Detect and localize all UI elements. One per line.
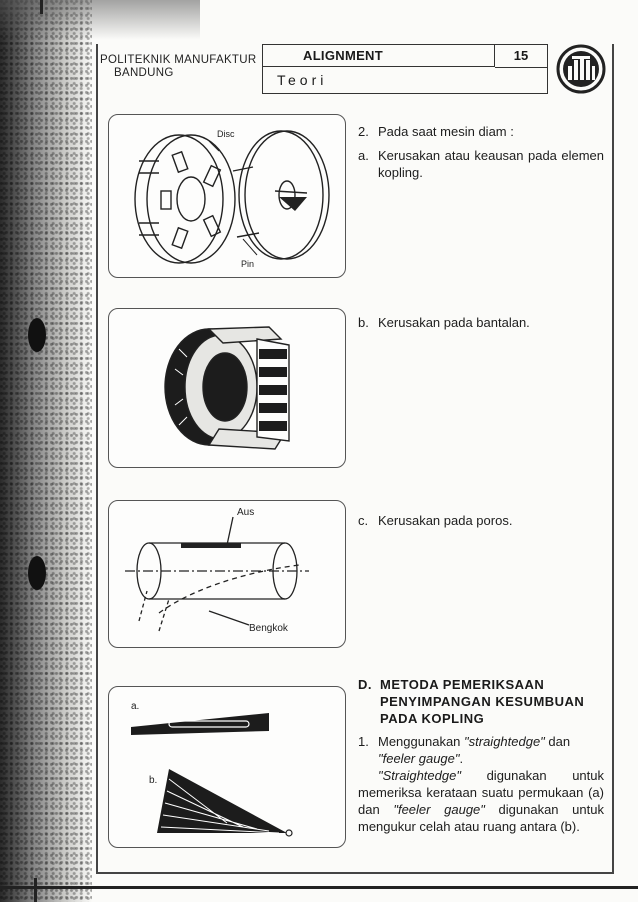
binder-hole-1 <box>28 318 46 352</box>
institution-name <box>100 54 260 80</box>
item-1-term-straightedge: "straightedge" <box>464 734 545 749</box>
scan-mark-top <box>40 0 43 14</box>
frame-right-border <box>612 44 614 874</box>
label-pin: Pin <box>241 259 255 269</box>
item-b <box>358 314 604 331</box>
para-text-1: digunakan untuk memeriksa kerataan suatu permukaan (a) dan <box>358 768 604 817</box>
figure-shaft <box>108 500 346 648</box>
item-b-text: Kerusakan pada bantalan. <box>378 315 530 330</box>
institution-line1: POLITEKNIK MANUFAKTUR <box>100 54 257 66</box>
tools-drawing-icon <box>109 687 345 847</box>
item-c-number: c. <box>358 513 369 528</box>
item-1-post: . <box>459 751 464 766</box>
document-subtitle: Teori <box>277 72 328 88</box>
scan-shadow-top <box>0 0 200 40</box>
item-2 <box>358 123 604 140</box>
figure-bearing <box>108 308 346 468</box>
item-b-number: b. <box>358 315 369 330</box>
label-bent: Bengkok <box>249 623 288 634</box>
document-header <box>262 44 548 94</box>
label-wear: Aus <box>237 507 255 518</box>
item-a <box>358 147 604 181</box>
shaft-drawing-icon <box>109 501 345 647</box>
item-a-text: Kerusakan atau keausan pada elemen kopling. <box>378 148 604 180</box>
binder-hole-2 <box>28 556 46 590</box>
scan-mark-bottom <box>34 878 37 902</box>
document-title: ALIGNMENT <box>263 45 495 67</box>
page-number: 15 <box>495 45 547 68</box>
label-tool-a: a. <box>131 701 140 712</box>
para-term-feeler-gauge: "feeler gauge" <box>393 802 485 817</box>
para-text-2: digunakan untuk mengukur celah atau ruang antara (b). <box>358 802 604 834</box>
feeler-gauge-icon <box>157 769 292 836</box>
para-term-straightedge: "Straightedge" <box>378 768 461 783</box>
item-1-number: 1. <box>358 734 369 749</box>
figure-coupling <box>108 114 346 278</box>
item-c <box>358 512 604 529</box>
section-d-number: D. <box>358 677 372 692</box>
straightedge-icon <box>131 713 269 735</box>
institution-line2: BANDUNG <box>114 67 174 79</box>
coupling-drawing-icon <box>109 115 345 277</box>
frame-bottom-border <box>96 872 614 874</box>
item-2-text: Pada saat mesin diam : <box>378 124 514 139</box>
institution-logo-icon <box>556 44 606 94</box>
item-1-mid: dan <box>544 734 571 749</box>
item-1-paragraph <box>358 767 604 835</box>
item-2-number: 2. <box>358 124 369 139</box>
item-c-text: Kerusakan pada poros. <box>378 513 513 528</box>
item-a-number: a. <box>358 148 369 163</box>
item-1 <box>358 733 604 835</box>
frame-left-border <box>96 44 98 874</box>
label-tool-b: b. <box>149 775 158 786</box>
section-d-heading <box>358 676 604 727</box>
figure-tools <box>108 686 346 848</box>
item-1-pre: Menggunakan <box>378 734 465 749</box>
label-disc: Disc <box>217 129 235 139</box>
item-1-term-feeler-gauge: "feeler gauge" <box>378 751 460 766</box>
bearing-drawing-icon <box>109 309 345 467</box>
scan-shadow-edge <box>0 0 92 902</box>
section-d-title: METODA PEMERIKSAAN PENYIMPANGAN KESUMBUAN PADA KOPLING <box>380 677 585 726</box>
page-bottom-line <box>0 886 638 889</box>
